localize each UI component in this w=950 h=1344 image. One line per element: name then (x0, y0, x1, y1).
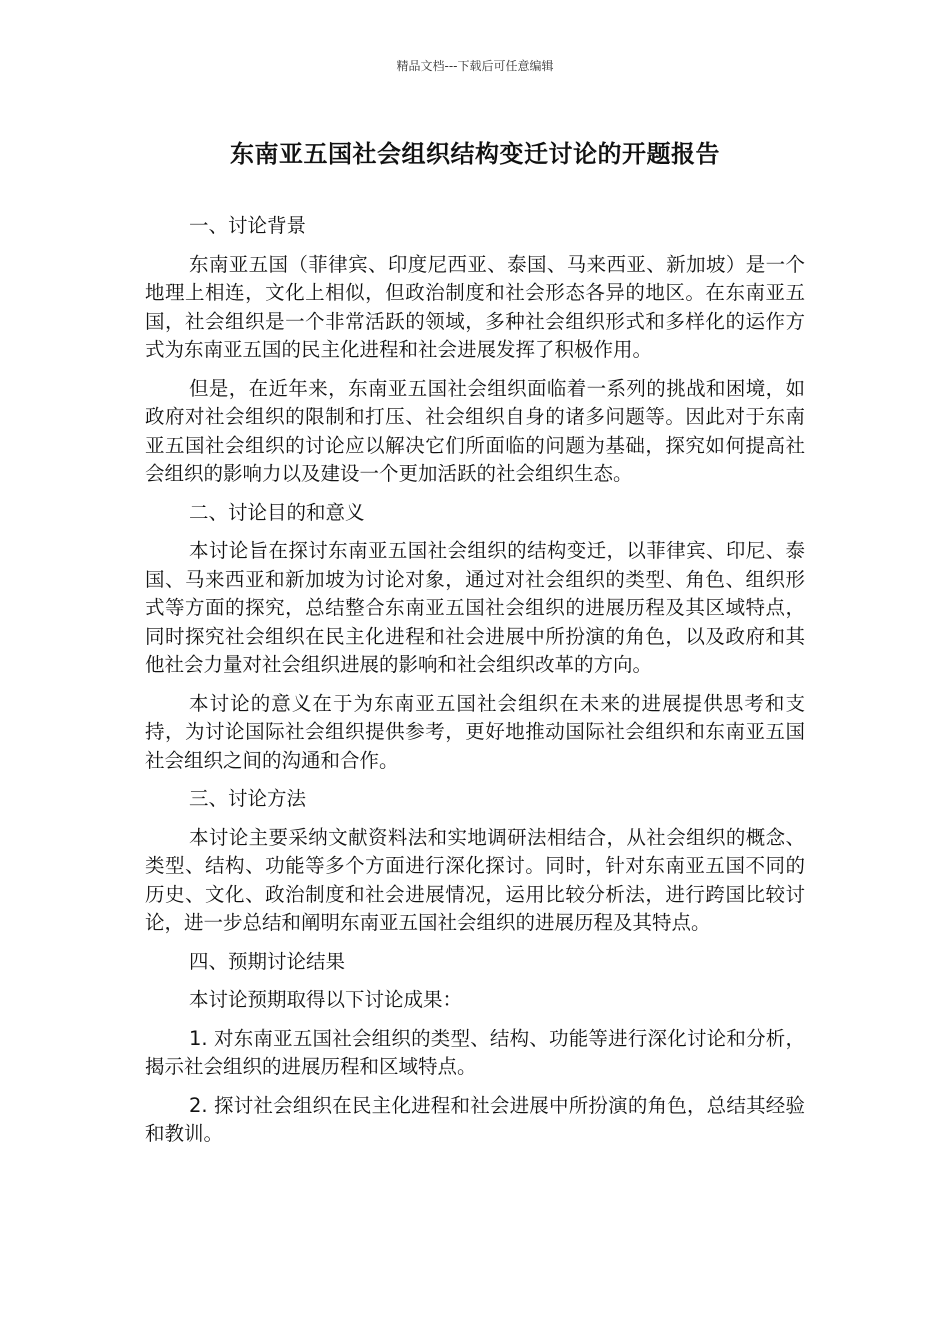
page-header: 精品文档---下载后可任意编辑 (396, 59, 554, 73)
section-heading-purpose: 二、讨论目的和意义 (189, 500, 365, 524)
list-item-expected-2: 2. 探讨社会组织在民主化进程和社会进展中所扮演的角色，总结其经验和教训。 (145, 1093, 805, 1145)
paragraph-method: 本讨论主要采纳文献资料法和实地调研法相结合，从社会组织的概念、类型、结构、功能等多个方面进行深化探讨。同时，针对东南亚五国不同的历史、文化、政治制度和社会进展情况，运用比较分析法，进行跨国比较讨论，进一步总结和阐明东南亚五国社会组织的进展历程及其特点。 (145, 825, 805, 934)
document-title: 东南亚五国社会组织结构变迁讨论的开题报告 (230, 140, 720, 168)
paragraph-purpose-1: 本讨论旨在探讨东南亚五国社会组织的结构变迁，以菲律宾、印尼、泰国、马来西亚和新加坡为讨论对象，通过对社会组织的类型、角色、组织形式等方面的探究，总结整合东南亚五国社会组织的进展历程及其区域特点，同时探究社会组织在民主化进程和社会进展中所扮演的角色，以及政府和其他社会力量对社会组织进展的影响和社会组织改革的方向。 (145, 539, 805, 676)
list-item-expected-1: 1. 对东南亚五国社会组织的类型、结构、功能等进行深化讨论和分析，揭示社会组织的进展历程和区域特点。 (145, 1026, 805, 1078)
paragraph-expected-intro: 本讨论预期取得以下讨论成果： (189, 988, 463, 1011)
section-heading-expected-results: 四、预期讨论结果 (189, 949, 346, 973)
paragraph-background-2: 但是，在近年来，东南亚五国社会组织面临着一系列的挑战和困境，如政府对社会组织的限制和打压、社会组织自身的诸多问题等。因此对于东南亚五国社会组织的讨论应以解决它们所面临的问题为基础，探究如何提高社会组织的影响力以及建设一个更加活跃的社会组织生态。 (145, 376, 805, 485)
paragraph-purpose-2: 本讨论的意义在于为东南亚五国社会组织在未来的进展提供思考和支持，为讨论国际社会组织提供参考，更好地推动国际社会组织和东南亚五国社会组织之间的沟通和合作。 (145, 691, 805, 772)
paragraph-background-1: 东南亚五国（菲律宾、印度尼西亚、泰国、马来西亚、新加坡）是一个地理上相连，文化上相似，但政治制度和社会形态各异的地区。在东南亚五国，社会组织是一个非常活跃的领域，多种社会组织形式和多样化的运作方式为东南亚五国的民主化进程和社会进展发挥了积极作用。 (145, 252, 805, 361)
section-heading-background: 一、讨论背景 (189, 214, 307, 237)
section-heading-method: 三、讨论方法 (189, 787, 307, 810)
document-body (145, 212, 805, 1159)
